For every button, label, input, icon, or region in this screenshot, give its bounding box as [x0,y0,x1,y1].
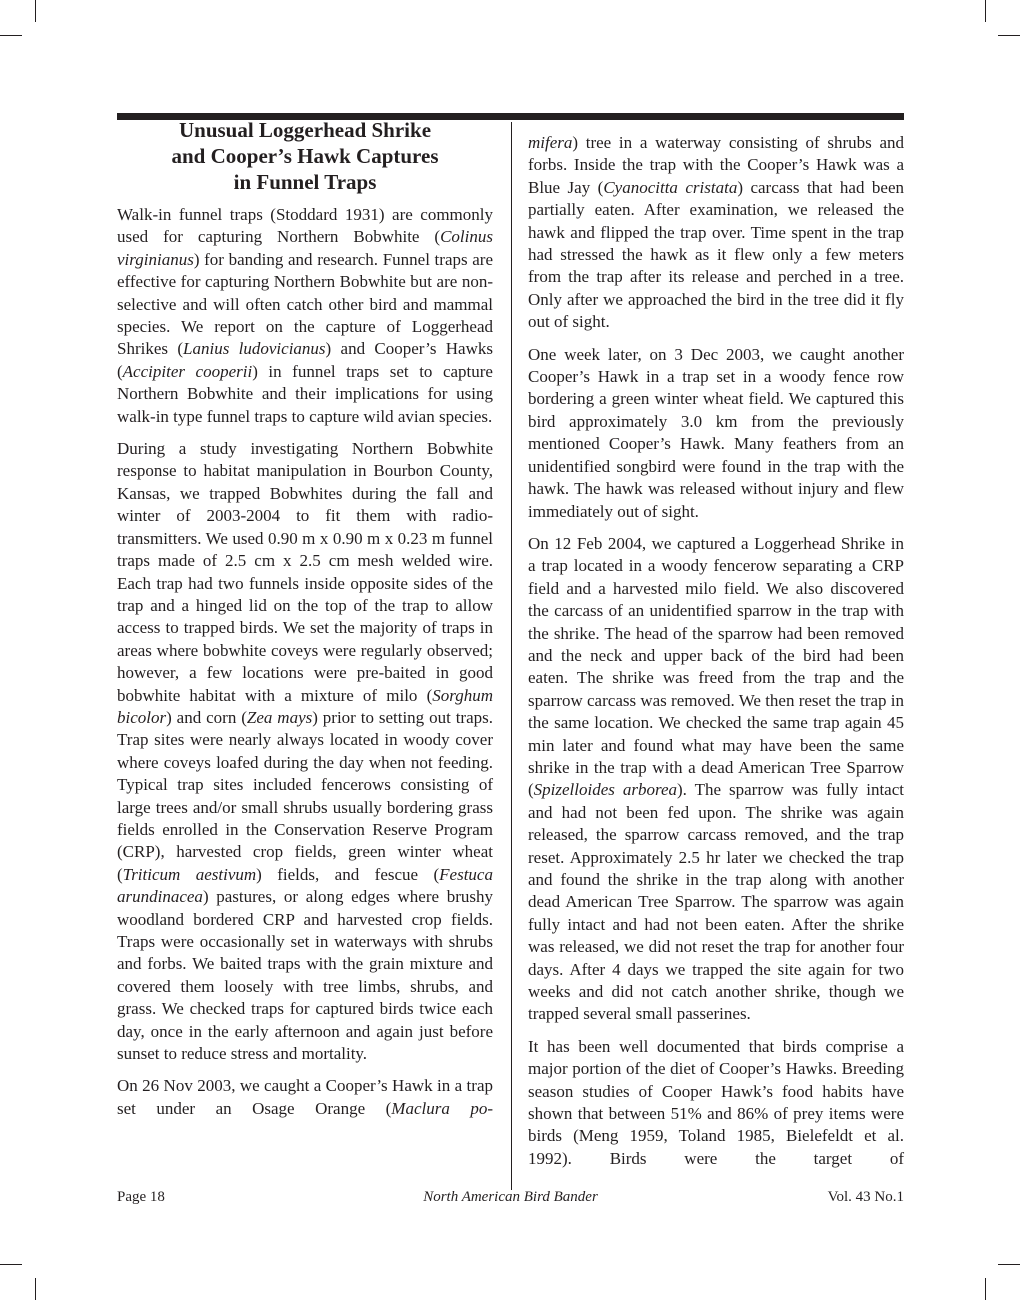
page-footer [117,1189,904,1209]
text-run: On 12 Feb 2004, we captured a Loggerhead Shrike in a trap located in a woody fencerow separating a CRP field and a harvested milo field. We also discovered the carcass of an unidentified sparrow in the trap with the shrike. The head of the sparrow had been removed and the neck and upper back of the bird had been eaten. The shrike was freed from the trap and the sparrow carcass was removed. We then reset the trap in the same location. We checked the same trap again 45 min later and found what may have been the same shrike in the trap with a dead American Tree Sparrow ( [528,533,904,800]
species-name: Colinus virginianus [117,227,493,269]
text-run: During a study investigating Northern Bobwhite response to habitat manipulation in Bourbon County, Kansas, we trapped Bobwhites during the fall and winter of 2003-2004 to fit them with radio-transmitters. We used 0.90 m x 0.90 m x 0.23 m funnel traps made of 2.5 cm x 2.5 cm mesh welded wire. Each trap had two funnels inside opposite sides of the trap and a hinged lid on the top of the trap to allow access to trapped birds. We set the majority of traps in areas where bobwhite coveys were regularly observed; however, a few locations were pre-baited in good bobwhite habitat with a mixture of milo ( [117,439,493,705]
text-run: ) carcass that had been partially eaten. After examination, we released the hawk and flipped the trap over. Time spent in the trap had stressed the hawk as it flew only a few meters from the trap after its release and perched in a tree. Only after we approached the bird in the tree did it fly out of sight. [528,177,904,332]
species-name: Accipiter cooperii [122,361,253,381]
species-name: mifera [528,133,573,152]
column-divider [511,122,512,1190]
text-run: ) tree in a waterway consisting of shrubs and forbs. Inside the trap with the Cooper’s Hawk was a Blue Jay ( [528,133,904,197]
species-name: Cyanocitta cristata [603,177,738,197]
text-run: Walk-in funnel traps (Stoddard 1931) are commonly used for capturing Northern Bobwhite ( [117,205,493,247]
crop-mark [998,35,1020,36]
text-run: ) pastures, or along edges where brushy woodland bordered CRP and harvested crop fields. Traps were occasionally set in waterways with shrubs and forbs. We baited traps with the grain mixture and covered them loosely with tree limbs, shrubs, and grass. We checked traps for captured birds twice each day, once in the early afternoon and again just before sunset to reduce stress and mortality. [117,887,493,1064]
species-name: Spizelloides arborea [533,780,678,800]
species-name: Lanius ludovicianus [183,339,326,359]
text-run: ). The sparrow was fully intact and had not been fed upon. The shrike was again released, the sparrow carcass removed, and the trap reset. Approximately 2.5 hr later we checked the trap and found the shrike in the trap along with another dead American Tree Sparrow. The sparrow was again fully intact and had not been eaten. After the shrike was released, we did not reset the trap for another four days. After 4 days we trapped the site again for two weeks and did not catch another shrike, though we trapped several small passerines. [528,780,904,1024]
crop-mark [0,1264,22,1265]
crop-mark [35,0,36,22]
article-title [117,117,493,195]
text-run: ) prior to setting out traps. Trap sites were nearly always located in woody cover where coveys loafed during the day when not feeding. Typical trap sites included fencerows consisting of large trees and/or small shrubs usually bordering grass fields enrolled in the Conservation Reserve Program (CRP), harvested crop fields, green winter wheat ( [117,707,494,884]
journal-name: North American Bird Bander [423,1189,598,1205]
paragraph [528,1036,904,1170]
crop-mark [985,0,986,22]
volume-issue: Vol. 43 No.1 [827,1189,904,1205]
species-name: Maclura po- [391,1098,493,1118]
paragraph [528,132,904,334]
crop-mark [35,1278,36,1300]
crop-mark [0,35,22,36]
text-run: On 26 Nov 2003, we caught a Cooper’s Hawk in a trap set under an Osage Orange ( [117,1076,493,1118]
text-run: ) in funnel traps set to capture Northern Bobwhite and their implications for using walk-in type funnel traps to capture wild avian species. [117,361,493,426]
text-run: One week later, on 3 Dec 2003, we caught another Cooper’s Hawk in a trap set in a woody fence row bordering a green winter wheat field. We captured this bird approximately 3.0 km from the previously mentioned Cooper’s Hawk. Many feathers from an unidentified songbird were found in the trap with the hawk. The hawk was released without injury and flew immediately out of sight. [528,344,904,521]
title-line: and Cooper’s Hawk Captures [171,144,439,168]
text-run: ) and Cooper’s Hawks ( [117,339,493,381]
text-run: ) for banding and research. Funnel traps are effective for capturing Northern Bobwhite but are non-selective and will often catch other bird and mammal species. We report on the capture of Loggerhead Shrikes ( [117,249,493,359]
left-column [117,204,493,1130]
text-run: ) fields, and fescue ( [256,864,440,884]
text-run: ) and corn ( [166,707,247,727]
paragraph [117,438,493,1065]
title-line: Unusual Loggerhead Shrike [178,118,432,142]
paragraph [117,1075,493,1120]
paragraph [117,204,493,428]
right-column [528,132,904,1180]
paragraph [528,344,904,523]
paragraph [528,533,904,1026]
species-name: Sorghum bicolor [117,685,493,727]
species-name: Triticum aestivum [122,864,257,884]
crop-mark [998,1264,1020,1265]
species-name: Zea mays [246,707,313,727]
text-run: It has been well documented that birds comprise a major portion of the diet of Cooper’s Hawks. Breeding season studies of Cooper Hawk’s food habits have shown that between 51% and 86% of prey items were birds (Meng 1959, Toland 1985, Bielefeldt et al. 1992). Birds were the target of [528,1036,904,1168]
species-name: Festuca arundinacea [117,864,493,907]
crop-mark [985,1278,986,1300]
page-number: Page 18 [117,1189,165,1205]
title-line: in Funnel Traps [233,170,377,194]
